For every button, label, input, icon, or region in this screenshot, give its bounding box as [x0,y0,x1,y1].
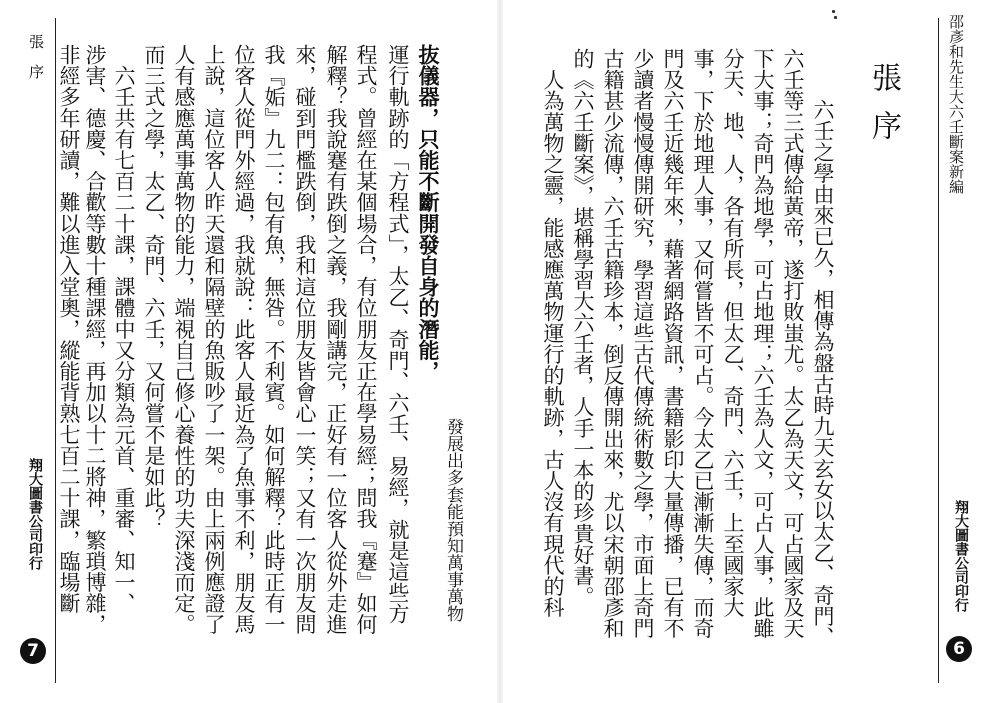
text-column: 人為萬物之靈，能感應萬物運行的軌跡，古人沒有現代的科 [541,48,565,618]
publisher-imprint: 翔大圖書公司印行 [953,500,969,612]
scan-speck [832,10,835,13]
page-title: 張序 [866,62,901,158]
margin-rule [55,18,56,683]
page-number: 7 [20,638,46,664]
text-column: 非經多年研讀，難以進入堂奧，縱能背熟七百二十課，臨場斷 [57,44,81,614]
text-column: 而三式之學，太乙、奇門、六壬，又何嘗不是如此？ [142,44,166,530]
text-column: 運行軌跡的「方程式」，太乙、奇門、六壬、易經，就是這些方 [386,44,410,625]
running-head: 邵彥和先生大六壬斷案新編 [947,14,965,194]
text-column: 下大事；奇門為地學，可占地理；六壬為人文，可占人事，此雖 [751,48,775,639]
text-column: 上說，這位客人昨天還和隔壁的魚販吵了一架。由上兩例應證了 [202,44,226,635]
text-column: 少讀者慢慢傳開研究，學習這些古代傳統術數之學，市面上奇門 [631,48,655,639]
text-column: 六壬之學由來已久，相傳為盤古時九天玄女以太乙、奇門、 [811,78,835,648]
text-column: 古籍甚少流傳，六壬古籍珍本，倒反傳開出來，尤以宋朝邵彥和 [601,48,625,639]
text-column: 分天、地、人，各有所長，但太乙、奇門、六壬，上至國家大 [721,48,745,618]
text-column: 六壬共有七百二十課，課體中又分類為元首、重審、知一、 [112,44,136,614]
text-column: 人有感應萬事萬物的能力，端視自己修心養性的功夫深淺而定。 [172,44,196,635]
text-column: 六壬等三式傳給黃帝，遂打敗蚩尤。太乙為天文，可占國家及天 [781,48,805,639]
text-column: 涉害、德慶、合歡等數十種課經，再加以十二將神，繁瑣博雜， [83,44,107,635]
text-column: 抜儀器，只能不斷開發自身的潛能， [416,44,441,382]
text-column: 我『姤』九二：包有魚，無咎。不利賓。如何解釋？此時正有一 [262,44,286,635]
text-column-tail: 發展出多套能預知萬事萬物 [443,418,463,622]
text-column: 程式。曾經在某個場合，有位朋友正在學易經；問我『蹇』如何 [354,44,378,635]
text-column: 門及六壬近幾年來，藉著網路資訊，書籍影印大量傳播，已有不 [661,48,685,639]
right-page [500,0,1000,703]
text-column: 來，碰到門檻跌倒，我和這位朋友皆會心一笑；又有一次朋友問 [293,44,317,635]
publisher-imprint: 翔大圖書公司印行 [27,458,43,570]
text-column: 解釋？我說蹇有跌倒之義，我剛講完，正好有一位客人從外走進 [324,44,348,635]
text-column: 事，下於地理人事，又何嘗皆不可占。今太乙已漸漸失傳，而奇 [691,48,715,639]
page-number: 6 [946,636,972,662]
margin-rule [938,18,939,683]
text-column: 位客人從門外經過，我就說：此客人最近為了魚事不利，朋友馬 [232,44,256,635]
running-head: 張 序 [27,34,45,79]
scan-speck [834,16,837,19]
text-column: 的《六壬斷案》，堪稱學習大六壬者，人手一本的珍貴好書。 [571,48,595,608]
